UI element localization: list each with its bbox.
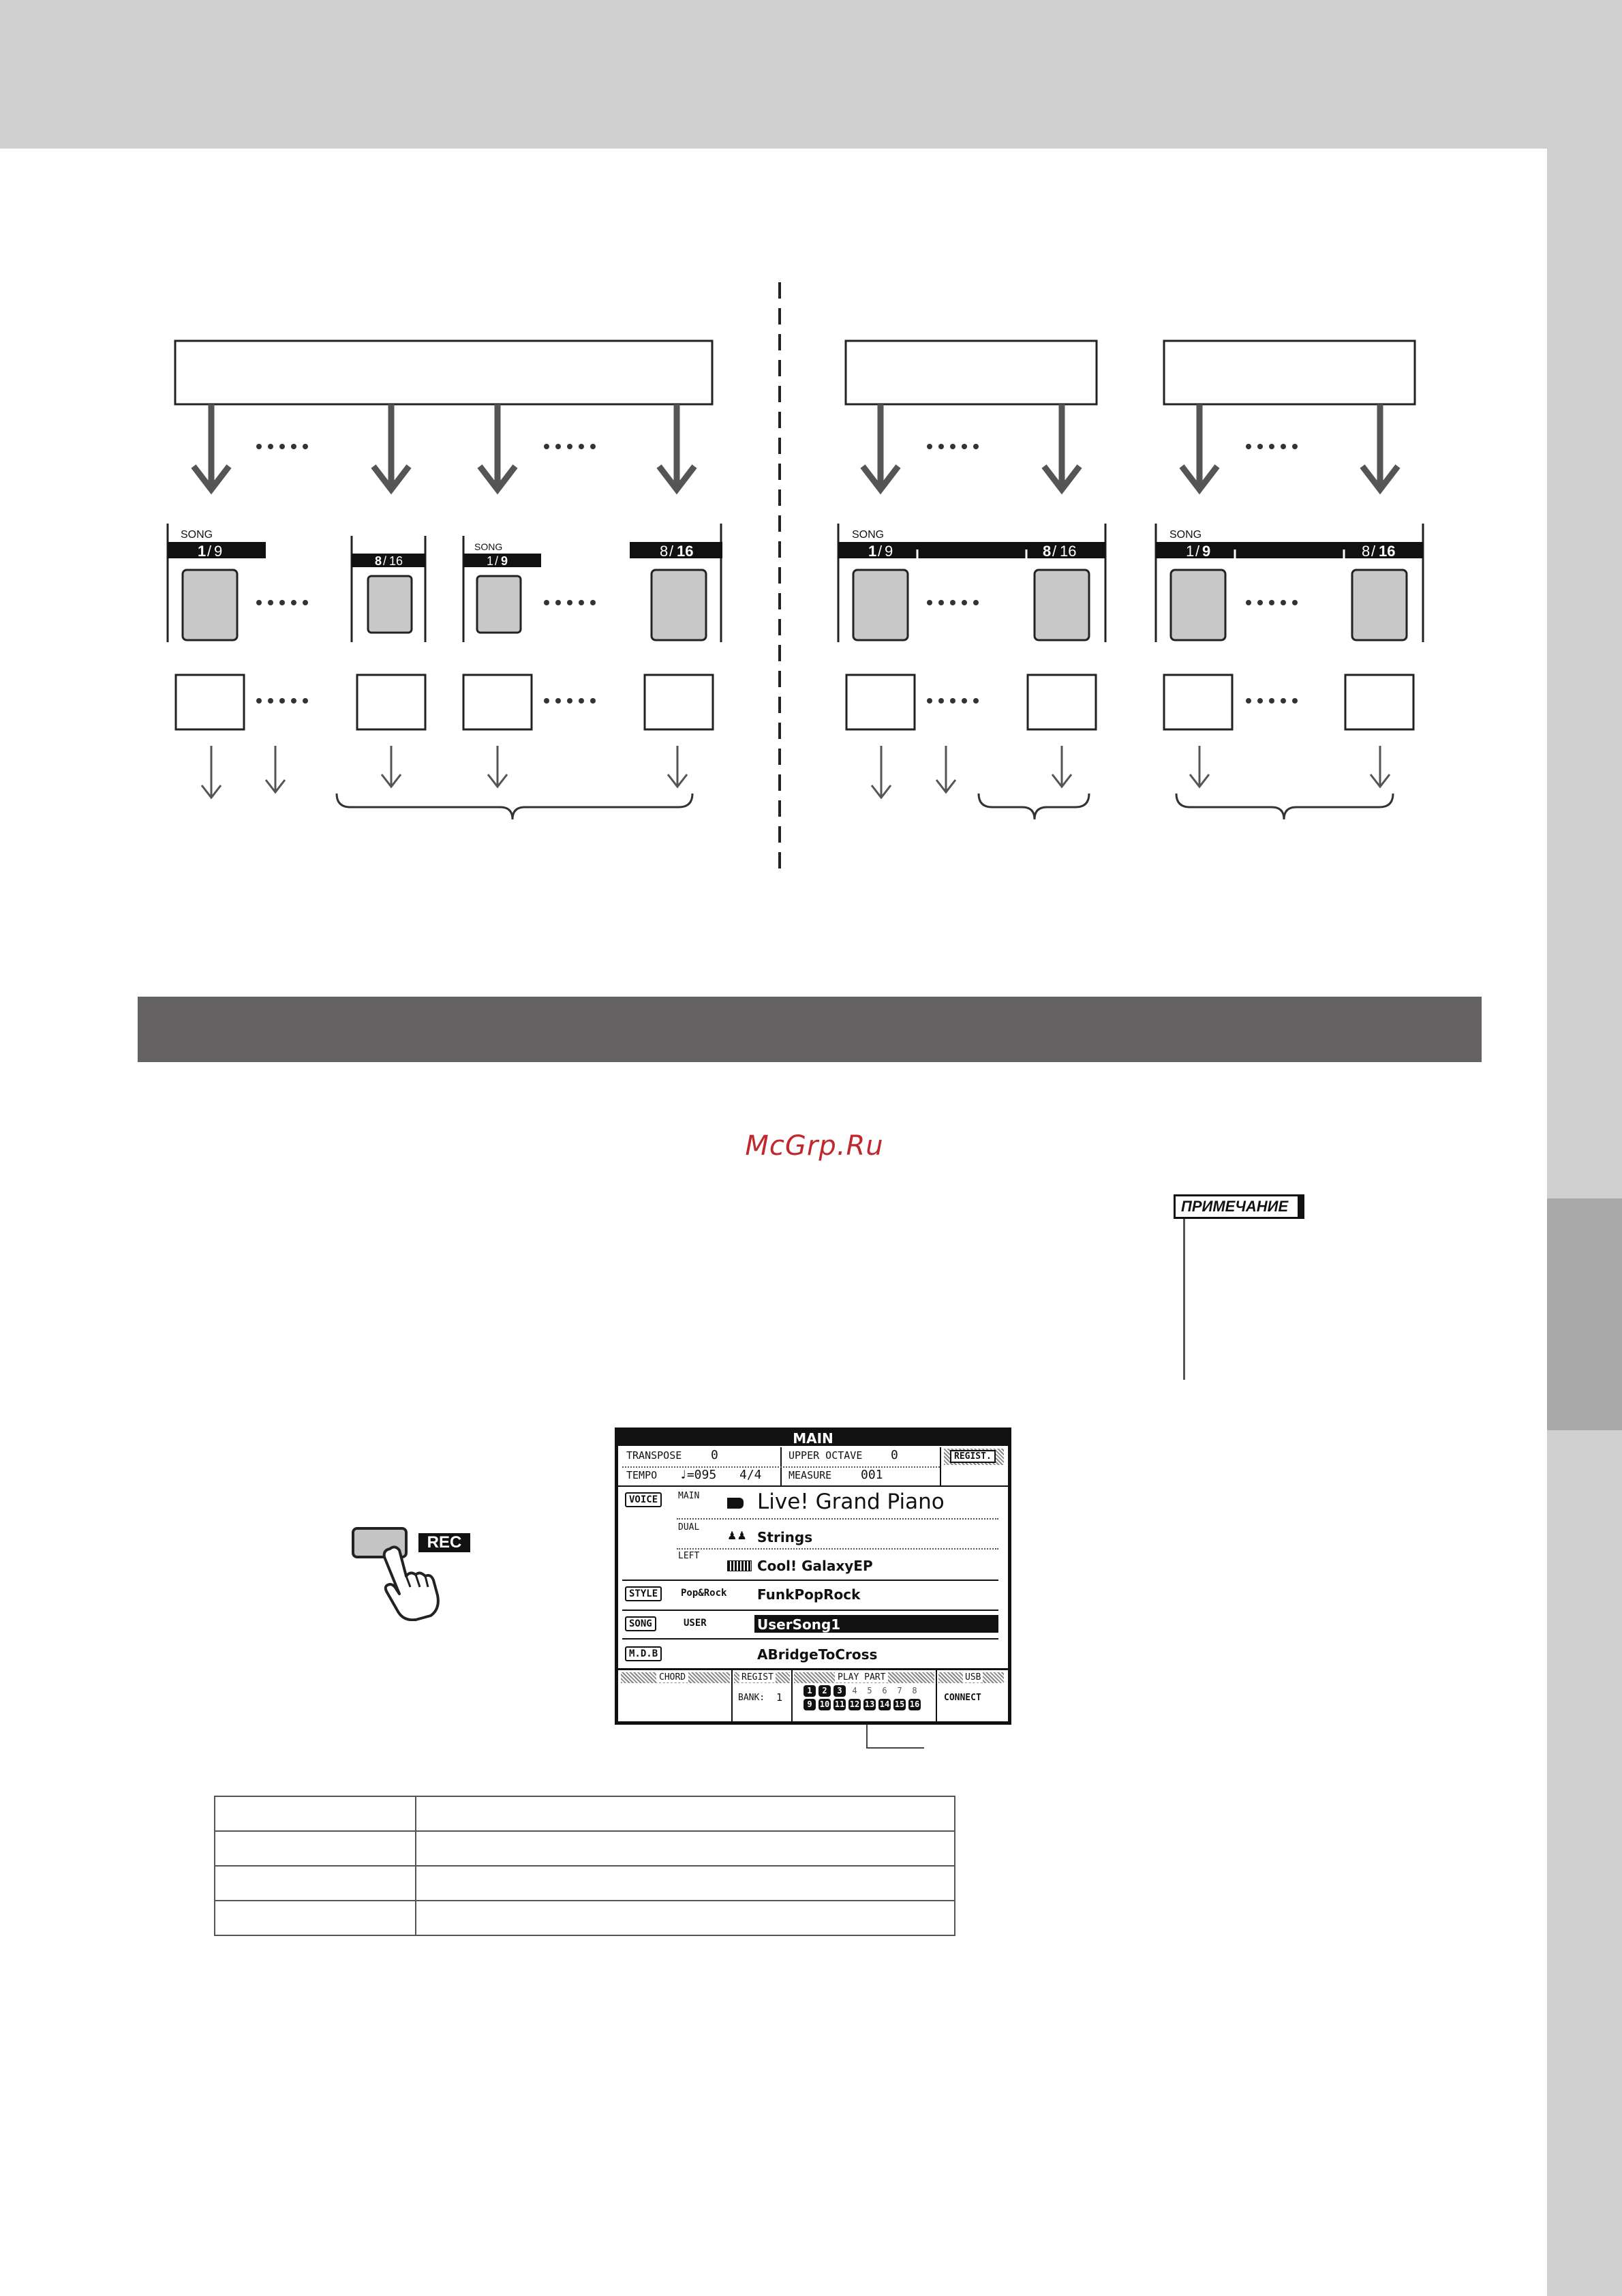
counter-text: / xyxy=(1195,543,1200,560)
chord-label: CHORD xyxy=(656,1672,688,1682)
counter-text: 9 xyxy=(501,554,508,568)
counter-text: 8 xyxy=(1362,543,1371,560)
mdb-tag: M.D.B xyxy=(625,1646,662,1661)
song-tag: SONG xyxy=(625,1616,656,1631)
play-part-12: 12 xyxy=(849,1700,860,1709)
regist-button[interactable]: REGIST. xyxy=(950,1450,996,1463)
counter-text: / xyxy=(878,543,883,560)
connect-label: CONNECT xyxy=(944,1693,981,1703)
time-signature: 4/4 xyxy=(739,1468,762,1482)
counter-text: / xyxy=(207,543,212,560)
right-panel xyxy=(1156,524,1423,642)
counter-text: 1 xyxy=(487,554,494,568)
play-part-16: 16 xyxy=(909,1700,920,1709)
settings-table xyxy=(214,1796,955,1936)
main-label: MAIN xyxy=(678,1491,700,1501)
play-part-14: 14 xyxy=(879,1700,890,1709)
play-part-6: 6 xyxy=(882,1686,887,1695)
left-label: LEFT xyxy=(678,1551,700,1561)
lcd-main-screen xyxy=(615,1428,1011,1725)
watermark: McGrp.Ru xyxy=(745,1130,884,1162)
track-slot xyxy=(652,570,706,640)
left-panel-d xyxy=(630,524,722,642)
note-label: ПРИМЕЧАНИЕ xyxy=(1174,1194,1304,1219)
pointing-hand-icon xyxy=(372,1545,447,1621)
middle-panel xyxy=(838,524,1105,642)
measure-value: 001 xyxy=(861,1468,883,1482)
ellipsis-dots xyxy=(256,444,1298,704)
source-box-right xyxy=(1164,341,1415,404)
track-slot xyxy=(1352,570,1407,640)
play-part-2: 2 xyxy=(818,1685,831,1697)
counter-text: SONG xyxy=(852,529,885,541)
play-part-13: 13 xyxy=(864,1700,875,1709)
left-panel-a xyxy=(168,524,266,642)
chapter-side-tab xyxy=(1547,1198,1622,1430)
part-counter-current: 1 xyxy=(198,543,206,560)
upper-octave-label: UPPER OCTAVE xyxy=(789,1449,863,1462)
usb-label: USB xyxy=(963,1672,983,1682)
left-panel-c xyxy=(463,536,541,642)
play-part-11: 11 xyxy=(834,1700,845,1709)
counter-text: 1 xyxy=(868,543,877,560)
table-row xyxy=(215,1831,955,1866)
play-part-callout-line xyxy=(864,1725,925,1749)
section-heading-bar xyxy=(138,997,1482,1062)
play-part-9: 9 xyxy=(804,1699,816,1710)
track-slot xyxy=(368,576,412,633)
part-counter-total: 9 xyxy=(214,543,223,560)
dual-voice-name: Strings xyxy=(757,1529,813,1545)
measure-label: MEASURE xyxy=(789,1469,832,1481)
tempo-label: TEMPO xyxy=(626,1469,658,1481)
track-slot xyxy=(853,570,908,640)
play-part-10: 10 xyxy=(819,1700,830,1709)
thin-arrows xyxy=(202,746,1390,798)
song-name-selected: UserSong1 xyxy=(757,1616,841,1633)
piano-icon xyxy=(727,1498,744,1509)
play-part-3: 3 xyxy=(833,1685,846,1697)
counter-text: 9 xyxy=(885,543,893,560)
style-tag: STYLE xyxy=(625,1586,662,1601)
counter-text: SONG xyxy=(474,541,503,552)
left-voice-name: Cool! GalaxyEP xyxy=(757,1558,873,1574)
main-voice-name: Live! Grand Piano xyxy=(757,1490,945,1514)
transpose-value: 0 xyxy=(711,1448,718,1462)
counter-text: 16 xyxy=(389,554,403,568)
strings-icon: ♟♟ xyxy=(727,1529,747,1542)
style-name: FunkPopRock xyxy=(757,1586,861,1603)
play-part-4: 4 xyxy=(852,1686,857,1695)
source-box-left xyxy=(175,341,712,404)
counter-text: 16 xyxy=(1379,543,1396,560)
counter-text: 16 xyxy=(677,543,694,560)
counter-text: 1 xyxy=(1186,543,1195,560)
keyboard-icon xyxy=(727,1560,752,1571)
song-caption: SONG xyxy=(181,529,213,541)
song-track-diagram xyxy=(0,0,1547,900)
regist-label: REGIST xyxy=(739,1672,776,1682)
song-category: USER xyxy=(684,1618,707,1629)
upper-octave-value: 0 xyxy=(891,1448,898,1462)
play-part-7: 7 xyxy=(897,1686,902,1695)
tempo-value: ♩=095 xyxy=(679,1468,717,1482)
play-part-1: 1 xyxy=(804,1685,816,1697)
rec-label: REC xyxy=(418,1533,470,1552)
note-rule xyxy=(1183,1219,1185,1380)
channel-boxes xyxy=(176,675,1413,729)
track-slot xyxy=(1035,570,1089,640)
counter-text: 16 xyxy=(1060,543,1077,560)
lcd-title: MAIN xyxy=(793,1430,833,1447)
voice-tag: VOICE xyxy=(625,1492,662,1507)
left-panel-b xyxy=(352,536,425,642)
counter-text: / xyxy=(669,543,674,560)
counter-text: SONG xyxy=(1169,529,1202,541)
play-part-15: 15 xyxy=(894,1700,905,1709)
bank-label: BANK: xyxy=(738,1693,765,1703)
big-arrows xyxy=(194,404,1398,489)
counter-text: 8 xyxy=(660,543,669,560)
play-part-5: 5 xyxy=(867,1686,872,1695)
play-part-label: PLAY PART xyxy=(835,1672,888,1682)
style-category: Pop&Rock xyxy=(681,1588,727,1599)
counter-text: / xyxy=(495,554,499,568)
play-part-8: 8 xyxy=(912,1686,917,1695)
group-braces xyxy=(337,794,1393,819)
source-box-middle xyxy=(846,341,1097,404)
table-row xyxy=(215,1901,955,1935)
transpose-label: TRANSPOSE xyxy=(626,1449,682,1462)
counter-text: / xyxy=(1052,543,1057,560)
dual-label: DUAL xyxy=(678,1522,700,1532)
mdb-name: ABridgeToCross xyxy=(757,1646,878,1663)
track-slot xyxy=(183,570,237,640)
track-slot xyxy=(1171,570,1225,640)
counter-text: / xyxy=(383,554,387,568)
table-row xyxy=(215,1866,955,1901)
bank-value: 1 xyxy=(776,1691,783,1704)
counter-text: 8 xyxy=(1043,543,1052,560)
counter-text: 8 xyxy=(375,554,382,568)
track-slot xyxy=(477,576,521,633)
counter-text: 9 xyxy=(1202,543,1211,560)
counter-text: / xyxy=(1371,543,1376,560)
table-row xyxy=(215,1796,955,1831)
